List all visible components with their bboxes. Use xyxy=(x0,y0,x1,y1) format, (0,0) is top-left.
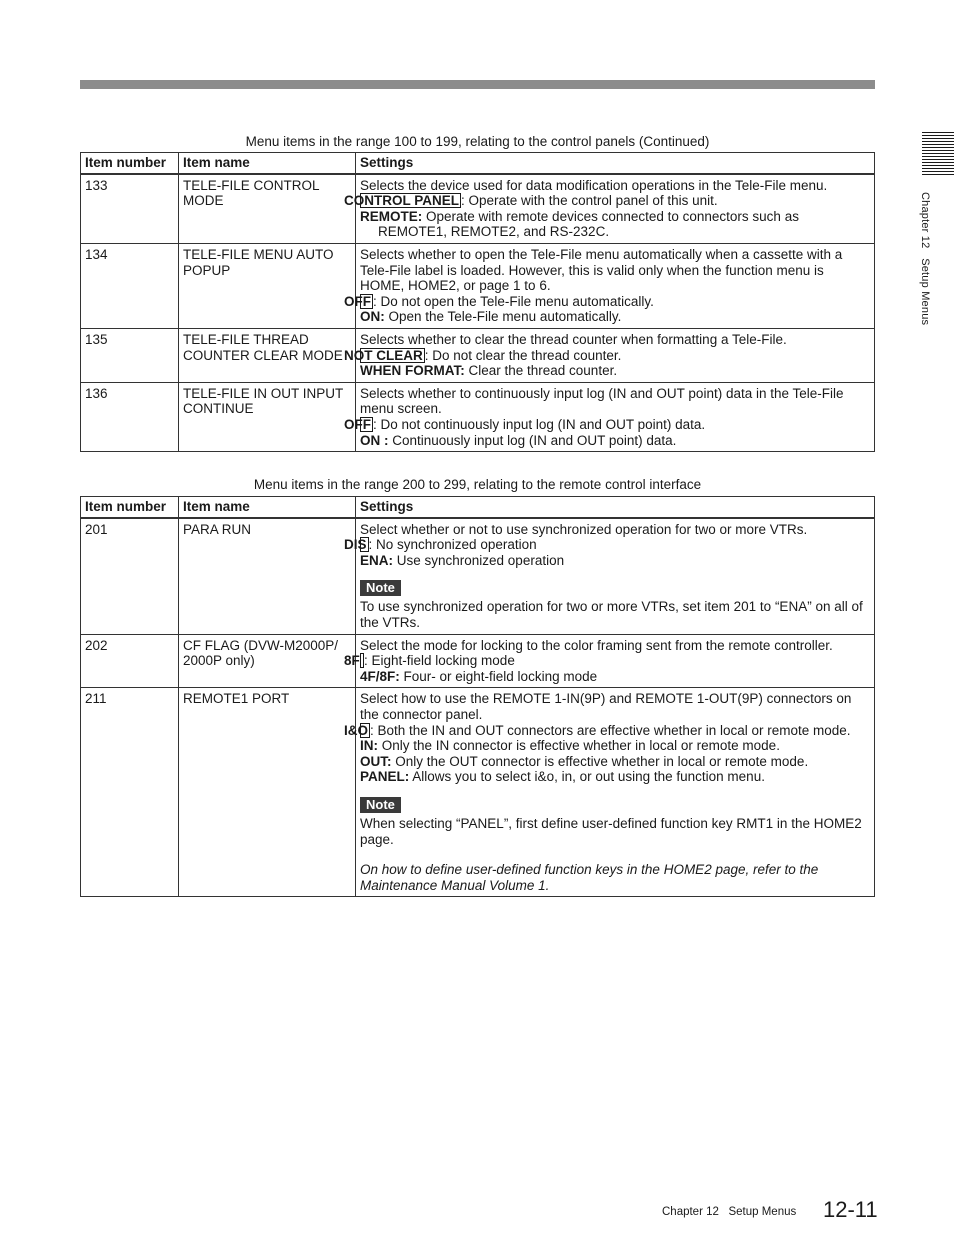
option-text: : Operate with the control panel of this unit. xyxy=(461,193,718,209)
settings-description: Selects whether to clear the thread counter when formatting a Tele-File. xyxy=(360,331,787,347)
option-key: WHEN FORMAT: xyxy=(360,363,465,379)
default-value-box: I&O xyxy=(344,722,369,738)
table-row xyxy=(81,328,875,382)
item-number: 133 xyxy=(81,174,179,244)
option-key: IN: xyxy=(360,738,378,754)
option-text: : Do not open the Tele-File menu automatically. xyxy=(373,293,654,309)
settings-description: Selects whether to continuously input log (IN and OUT point) data in the Tele-File menu screen. xyxy=(360,385,844,417)
settings-description: Selects the device used for data modification operations in the Tele-File menu. xyxy=(360,177,828,193)
item-number: 136 xyxy=(81,382,179,451)
setting-option xyxy=(360,669,871,685)
option-text: Allows you to select i&o, in, or out using the function menu. xyxy=(409,769,765,785)
setting-option xyxy=(360,754,871,770)
item-name: TELE-FILE THREAD COUNTER CLEAR MODE xyxy=(179,328,356,382)
table-row xyxy=(81,518,875,634)
option-key: REMOTE: xyxy=(360,208,423,224)
settings-description: Select the mode for locking to the color framing sent from the remote controller. xyxy=(360,637,833,653)
default-value-box: OFF xyxy=(344,416,371,432)
settings-cell xyxy=(344,518,875,634)
header-rule xyxy=(80,80,875,89)
table1 xyxy=(80,152,875,452)
setting-option-default xyxy=(344,537,871,553)
option-text: Operate with remote devices connected to connectors such as REMOTE1, REMOTE2, and RS-232C. xyxy=(378,208,799,240)
setting-option xyxy=(360,738,871,754)
item-number: 134 xyxy=(81,243,179,328)
default-value-box: DIS xyxy=(344,537,367,553)
item-name: TELE-FILE CONTROL MODE xyxy=(179,174,356,244)
settings-cell xyxy=(344,634,875,688)
settings-cell xyxy=(344,688,875,897)
option-text: Clear the thread counter. xyxy=(464,363,618,379)
option-text: : Eight-field locking mode xyxy=(364,653,515,669)
option-key: PANEL: xyxy=(360,769,410,785)
header-settings: Settings xyxy=(356,497,875,518)
table2-header-row xyxy=(81,497,875,518)
option-text: : No synchronized operation xyxy=(368,537,537,553)
settings-cell xyxy=(344,243,875,328)
option-key: OUT: xyxy=(360,753,392,769)
table-row xyxy=(81,382,875,451)
default-value-box: OFF xyxy=(344,293,371,309)
item-number: 201 xyxy=(81,518,179,634)
header-item-name: Item name xyxy=(179,153,356,174)
table-row xyxy=(81,243,875,328)
note-badge: Note xyxy=(360,797,401,813)
header-item-number: Item number xyxy=(81,497,179,518)
option-text: : Both the IN and OUT connectors are effective whether in local or remote mode. xyxy=(370,722,851,738)
setting-option-default xyxy=(344,293,871,310)
settings-cell xyxy=(344,382,875,451)
item-name: CF FLAG (DVW-M2000P/ 2000P only) xyxy=(179,634,356,688)
settings-description: Select how to use the REMOTE 1-IN(9P) and REMOTE 1-OUT(9P) connectors on the connector panel. xyxy=(360,691,852,722)
option-text: Use synchronized operation xyxy=(393,552,565,568)
default-value-box: CONTROL PANEL xyxy=(344,193,460,209)
option-key: ENA: xyxy=(360,552,393,568)
option-text: : Do not continuously input log (IN and OUT point) data. xyxy=(373,416,706,432)
settings-description: Selects whether to open the Tele-File menu automatically when a cassette with a Tele-File label is loaded. However, this is valid only when the function menu is HOME, HOME2, or page 1 to 6. xyxy=(360,246,843,294)
note-text: To use synchronized operation for two or more VTRs, set item 201 to “ENA” on all of the VTRs. xyxy=(360,599,863,630)
table2 xyxy=(80,496,875,897)
setting-option xyxy=(360,209,871,240)
setting-option xyxy=(360,309,871,325)
header-item-name: Item name xyxy=(179,497,356,518)
setting-option-default xyxy=(344,193,871,209)
setting-option-default xyxy=(344,416,871,433)
table-row xyxy=(81,174,875,244)
setting-option xyxy=(360,769,871,785)
header-settings: Settings xyxy=(356,153,875,174)
default-value-box: 8F xyxy=(360,653,364,668)
chapter-tab-marker xyxy=(922,132,954,177)
item-number: 211 xyxy=(81,688,179,897)
page-number: 12-11 xyxy=(823,1197,878,1222)
setting-option xyxy=(360,433,871,449)
table-row xyxy=(81,688,875,897)
table1-header-row xyxy=(81,153,875,174)
item-number: 202 xyxy=(81,634,179,688)
side-chapter-label: Chapter 12 Setup Menus xyxy=(919,192,931,326)
setting-option-default xyxy=(344,347,871,364)
item-name: TELE-FILE MENU AUTO POPUP xyxy=(179,243,356,328)
settings-cell xyxy=(344,174,875,244)
option-text: Four- or eight-field locking mode xyxy=(399,668,598,684)
table1-caption: Menu items in the range 100 to 199, relating to the control panels (Continued) xyxy=(245,134,710,149)
setting-option xyxy=(360,363,871,379)
item-number: 135 xyxy=(81,328,179,382)
item-name: REMOTE1 PORT xyxy=(179,688,356,897)
item-name: PARA RUN xyxy=(179,518,356,634)
table2-caption: Menu items in the range 200 to 299, relating to the remote control interface xyxy=(253,477,702,492)
setting-option-default xyxy=(344,722,871,739)
setting-option-default xyxy=(344,653,871,669)
settings-description: Select whether or not to use synchronized operation for two or more VTRs. xyxy=(360,521,808,537)
footer-chapter: Chapter 12 Setup Menus xyxy=(662,1206,797,1218)
option-key: 4F/8F: xyxy=(360,668,400,684)
option-text: Only the OUT connector is effective whether in local or remote mode. xyxy=(391,753,809,769)
note-text: When selecting “PANEL”, first define user-defined function key RMT1 in the HOME2 page. xyxy=(360,815,862,847)
header-item-number: Item number xyxy=(81,153,179,174)
reference-text: On how to define user-defined function keys in the HOME2 page, refer to the Maintenance Manual Volume 1. xyxy=(360,862,819,893)
option-text: Only the IN connector is effective whether in local or remote mode. xyxy=(378,738,780,754)
option-key: ON: xyxy=(360,309,385,325)
option-key: ON : xyxy=(360,432,389,448)
default-value-box: NOT CLEAR xyxy=(344,347,423,363)
settings-cell xyxy=(344,328,875,382)
item-name: TELE-FILE IN OUT INPUT CONTINUE xyxy=(179,382,356,451)
option-text: Continuously input log (IN and OUT point) data. xyxy=(388,432,677,448)
table-row xyxy=(81,634,875,688)
note-badge: Note xyxy=(360,580,401,596)
option-text: : Do not clear the thread counter. xyxy=(424,347,622,363)
setting-option xyxy=(360,553,871,569)
option-text: Open the Tele-File menu automatically. xyxy=(384,309,622,325)
